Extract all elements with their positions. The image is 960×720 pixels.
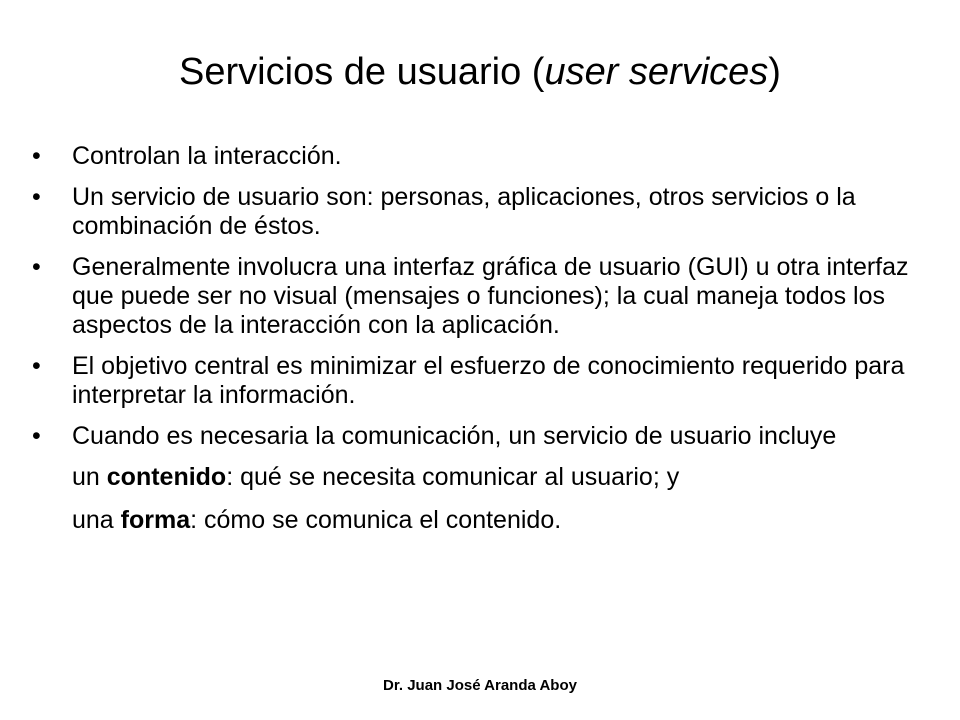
sub-line-form bbox=[32, 506, 932, 535]
bullet-item: • Generalmente involucra una interfaz gráfica de usuario (GUI) u otra interfaz que puede ser no visual (mensajes o funciones); la cual maneja todos los aspectos de la interacción con la aplicación. bbox=[32, 253, 932, 340]
sub-line-rest: : cómo se comunica el contenido. bbox=[190, 506, 562, 534]
title-text: Servicios de usuario ( bbox=[179, 51, 545, 93]
bullet-item: • Controlan la interacción. bbox=[32, 142, 932, 171]
sub-line-keyword: contenido bbox=[106, 463, 227, 491]
sub-line-rest: : qué se necesita comunicar al usuario; y bbox=[226, 463, 680, 491]
bullet-item: • El objetivo central es minimizar el esfuerzo de conocimiento requerido para interpretar la información. bbox=[32, 352, 932, 410]
sub-line-prefix: un bbox=[72, 463, 107, 491]
sub-line-keyword: forma bbox=[120, 506, 191, 534]
slide-footer-author: Dr. Juan José Aranda Aboy bbox=[383, 677, 577, 694]
bullet-item: • Cuando es necesaria la comunicación, un servicio de usuario incluye bbox=[32, 422, 932, 451]
slide-title bbox=[0, 48, 960, 96]
title-italic-text: user services bbox=[544, 51, 769, 93]
bullet-item: • Un servicio de usuario son: personas, aplicaciones, otros servicios o la combinación de éstos. bbox=[32, 183, 932, 241]
sub-line-content bbox=[32, 463, 932, 492]
sub-line-prefix: una bbox=[72, 506, 121, 534]
title-text-end: ) bbox=[768, 51, 781, 93]
bullet-list bbox=[32, 142, 932, 549]
